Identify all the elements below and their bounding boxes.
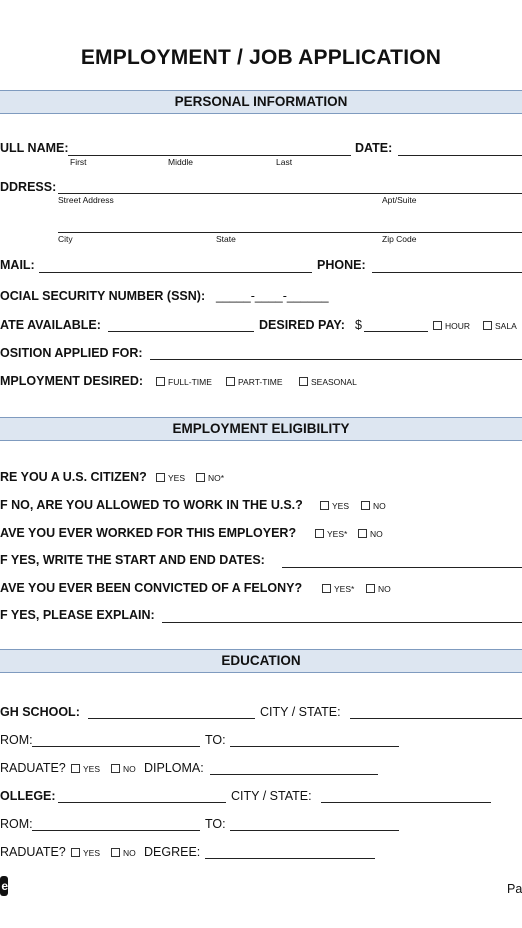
checkbox-icon[interactable] [358, 529, 367, 538]
part-time-option[interactable]: PART-TIME [226, 377, 283, 387]
email-field[interactable] [39, 272, 312, 273]
citizen-question: RE YOU A U.S. CITIZEN? [0, 470, 147, 484]
hour-option[interactable]: HOUR [433, 321, 470, 331]
checkbox-icon[interactable] [299, 377, 308, 386]
position-label: OSITION APPLIED FOR: [0, 346, 143, 360]
section-header-education: EDUCATION [0, 649, 522, 673]
section-header-eligibility: EMPLOYMENT ELIGIBILITY [0, 417, 522, 441]
desired-pay-label: DESIRED PAY: [259, 318, 345, 332]
seasonal-option[interactable]: SEASONAL [299, 377, 357, 387]
checkbox-icon[interactable] [196, 473, 205, 482]
high-school-field[interactable] [88, 718, 255, 719]
city-sublabel: City [58, 234, 73, 244]
college-to-field[interactable] [230, 830, 399, 831]
explain-question: F YES, PLEASE EXPLAIN: [0, 608, 155, 622]
desired-pay-field[interactable] [364, 331, 428, 332]
address-label: DDRESS: [0, 180, 57, 194]
checkbox-icon[interactable] [111, 764, 120, 773]
middle-sublabel: Middle [168, 157, 194, 167]
hs-city-state-field[interactable] [350, 718, 522, 719]
street-sublabel: Street Address [58, 195, 114, 205]
citizen-yes-option[interactable]: YES [156, 473, 185, 483]
section-header-personal: PERSONAL INFORMATION [0, 90, 522, 114]
degree-label: DEGREE: [144, 845, 201, 859]
checkbox-icon[interactable] [361, 501, 370, 510]
position-field[interactable] [150, 359, 522, 360]
date-available-label: ATE AVAILABLE: [0, 318, 101, 332]
date-available-field[interactable] [108, 331, 254, 332]
checkbox-icon[interactable] [156, 473, 165, 482]
felony-no-option[interactable]: NO [366, 584, 391, 594]
checkbox-icon[interactable] [71, 848, 80, 857]
college-from-label: ROM: [0, 817, 33, 831]
worked-yes-option[interactable]: YES* [315, 529, 347, 539]
city-state-zip-field[interactable] [58, 232, 522, 233]
checkbox-icon[interactable] [483, 321, 492, 330]
college-from-field[interactable] [32, 830, 200, 831]
checkbox-icon[interactable] [366, 584, 375, 593]
full-name-label: ULL NAME: [0, 141, 69, 155]
hs-graduate-no-option[interactable]: NO [111, 764, 136, 774]
zip-sublabel: Zip Code [382, 234, 417, 244]
checkbox-icon[interactable] [111, 848, 120, 857]
apt-sublabel: Apt/Suite [382, 195, 417, 205]
ssn-field[interactable]: _____-____-______ [216, 289, 329, 303]
college-city-state-label: CITY / STATE: [231, 789, 312, 803]
page-number: Pa [507, 882, 522, 896]
form-title: EMPLOYMENT / JOB APPLICATION [80, 46, 442, 69]
diploma-label: DIPLOMA: [144, 761, 204, 775]
high-school-label: GH SCHOOL: [0, 705, 80, 719]
phone-field[interactable] [372, 272, 522, 273]
hs-graduate-yes-option[interactable]: YES [71, 764, 100, 774]
college-graduate-no-option[interactable]: NO [111, 848, 136, 858]
hs-to-field[interactable] [230, 746, 399, 747]
felony-yes-option[interactable]: YES* [322, 584, 354, 594]
first-sublabel: First [70, 157, 87, 167]
felony-question: AVE YOU EVER BEEN CONVICTED OF A FELONY? [0, 581, 303, 595]
college-graduate-yes-option[interactable]: YES [71, 848, 100, 858]
full-time-option[interactable]: FULL-TIME [156, 377, 212, 387]
hs-from-label: ROM: [0, 733, 33, 747]
college-to-label: TO: [205, 817, 226, 831]
state-sublabel: State [216, 234, 236, 244]
date-field[interactable] [398, 155, 522, 156]
allowed-to-work-question: F NO, ARE YOU ALLOWED TO WORK IN THE U.S.? [0, 498, 303, 512]
phone-label: PHONE: [317, 258, 366, 272]
checkbox-icon[interactable] [315, 529, 324, 538]
hs-city-state-label: CITY / STATE: [260, 705, 341, 719]
allowed-yes-option[interactable]: YES [320, 501, 349, 511]
hs-to-label: TO: [205, 733, 226, 747]
logo-icon: e [0, 876, 8, 896]
dates-question: F YES, WRITE THE START AND END DATES: [0, 553, 265, 567]
college-label: OLLEGE: [0, 789, 56, 803]
checkbox-icon[interactable] [226, 377, 235, 386]
full-name-field[interactable] [68, 155, 351, 156]
worked-no-option[interactable]: NO [358, 529, 383, 539]
email-label: MAIL: [0, 258, 35, 272]
dollar-sign: $ [355, 318, 362, 332]
checkbox-icon[interactable] [322, 584, 331, 593]
employment-desired-label: MPLOYMENT DESIRED: [0, 374, 144, 388]
diploma-field[interactable] [210, 774, 378, 775]
explain-field[interactable] [162, 622, 522, 623]
checkbox-icon[interactable] [433, 321, 442, 330]
checkbox-icon[interactable] [156, 377, 165, 386]
salary-option[interactable]: SALA [483, 321, 517, 331]
degree-field[interactable] [205, 858, 375, 859]
street-address-field[interactable] [58, 193, 522, 194]
hs-graduate-label: RADUATE? [0, 761, 66, 775]
date-label: DATE: [355, 141, 393, 155]
checkbox-icon[interactable] [320, 501, 329, 510]
checkbox-icon[interactable] [71, 764, 80, 773]
worked-before-question: AVE YOU EVER WORKED FOR THIS EMPLOYER? [0, 526, 297, 540]
dates-field[interactable] [282, 567, 522, 568]
last-sublabel: Last [276, 157, 293, 167]
ssn-label: OCIAL SECURITY NUMBER (SSN): [0, 289, 206, 303]
college-city-state-field[interactable] [321, 802, 491, 803]
college-field[interactable] [58, 802, 226, 803]
hs-from-field[interactable] [32, 746, 200, 747]
college-graduate-label: RADUATE? [0, 845, 66, 859]
allowed-no-option[interactable]: NO [361, 501, 386, 511]
citizen-no-option[interactable]: NO* [196, 473, 224, 483]
